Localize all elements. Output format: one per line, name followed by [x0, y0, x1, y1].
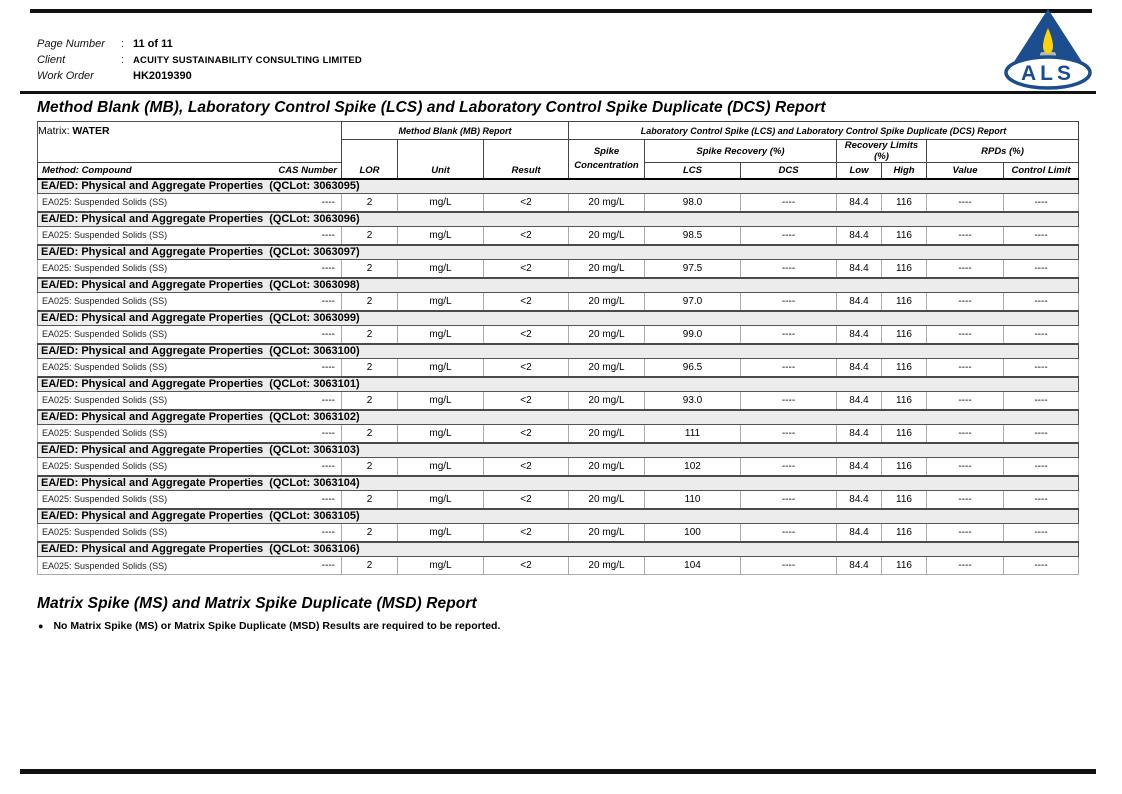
- lcs-value: 99.0: [645, 326, 741, 344]
- compound-cell: [38, 359, 342, 377]
- lor-value: 2: [342, 557, 398, 575]
- group-header-label: EA/ED: Physical and Aggregate Properties (QCLot: 3063100): [38, 344, 1079, 359]
- lor-value: 2: [342, 491, 398, 509]
- compound-name: EA025: Suspended Solids (SS): [42, 494, 168, 505]
- compound-name: EA025: Suspended Solids (SS): [42, 329, 168, 340]
- meta-page-number: [37, 38, 637, 50]
- cas-value: ----: [321, 526, 335, 538]
- unit-value: mg/L: [398, 524, 484, 542]
- mb-report-group-header: Method Blank (MB) Report: [342, 122, 569, 140]
- lcs-value: 97.0: [645, 293, 741, 311]
- top-rule: [30, 9, 1092, 13]
- col-header-low: Low: [837, 163, 882, 179]
- control-limit-value: ----: [1004, 557, 1079, 575]
- table-body: [38, 179, 1079, 575]
- low-value: 84.4: [837, 425, 882, 443]
- als-logo: [1000, 8, 1096, 90]
- qc-table: [37, 121, 1079, 575]
- msd-note-text: No Matrix Spike (MS) or Matrix Spike Duplicate (MSD) Results are required to be reported.: [53, 620, 501, 632]
- meta-label: Work Order: [37, 70, 94, 82]
- unit-value: mg/L: [398, 392, 484, 410]
- result-value: <2: [484, 227, 569, 245]
- matrix-value: WATER: [72, 125, 110, 137]
- result-value: <2: [484, 359, 569, 377]
- high-value: 116: [882, 524, 927, 542]
- lor-value: 2: [342, 260, 398, 278]
- group-header-label: EA/ED: Physical and Aggregate Properties (QCLot: 3063102): [38, 410, 1079, 425]
- compound-cell: [38, 425, 342, 443]
- high-value: 116: [882, 425, 927, 443]
- qc-group-header-row: [38, 179, 1079, 194]
- rpd-value: ----: [927, 293, 1004, 311]
- spike-concentration-value: 20 mg/L: [569, 557, 645, 575]
- rpd-value: ----: [927, 557, 1004, 575]
- control-limit-value: ----: [1004, 326, 1079, 344]
- rpd-value: ----: [927, 194, 1004, 212]
- dcs-value: ----: [741, 194, 837, 212]
- compound-name: EA025: Suspended Solids (SS): [42, 461, 168, 472]
- spike-line1: Spike: [593, 145, 620, 157]
- rpd-value: ----: [927, 326, 1004, 344]
- unit-value: mg/L: [398, 557, 484, 575]
- low-value: 84.4: [837, 293, 882, 311]
- lor-value: 2: [342, 392, 398, 410]
- lcs-value: 93.0: [645, 392, 741, 410]
- cas-value: ----: [321, 361, 335, 373]
- cas-value: ----: [321, 295, 335, 307]
- high-value: 116: [882, 359, 927, 377]
- rpd-value: ----: [927, 425, 1004, 443]
- lor-value: 2: [342, 293, 398, 311]
- bottom-rule: [20, 769, 1096, 774]
- unit-value: mg/L: [398, 260, 484, 278]
- table-row: [38, 293, 1079, 311]
- lcs-value: 98.5: [645, 227, 741, 245]
- dcs-value: ----: [741, 293, 837, 311]
- lor-value: 2: [342, 359, 398, 377]
- control-limit-value: ----: [1004, 359, 1079, 377]
- col-header-dcs: DCS: [741, 163, 837, 179]
- control-limit-value: ----: [1004, 524, 1079, 542]
- dcs-value: ----: [741, 458, 837, 476]
- dcs-value: ----: [741, 557, 837, 575]
- low-value: 84.4: [837, 458, 882, 476]
- lor-value: 2: [342, 194, 398, 212]
- control-limit-value: ----: [1004, 194, 1079, 212]
- group-header-label: EA/ED: Physical and Aggregate Properties (QCLot: 3063099): [38, 311, 1079, 326]
- qc-group-header-row: [38, 476, 1079, 491]
- meta-value: 11 of 11: [133, 38, 173, 50]
- col-header-unit: Unit: [398, 140, 484, 179]
- compound-cell: [38, 194, 342, 212]
- qc-table-wrap: [37, 121, 1078, 575]
- high-value: 116: [882, 392, 927, 410]
- control-limit-value: ----: [1004, 227, 1079, 245]
- table-row: [38, 227, 1079, 245]
- group-header-label: EA/ED: Physical and Aggregate Properties (QCLot: 3063106): [38, 542, 1079, 557]
- result-value: <2: [484, 194, 569, 212]
- compound-cell: [38, 557, 342, 575]
- result-value: <2: [484, 392, 569, 410]
- table-row: [38, 260, 1079, 278]
- cas-value: ----: [321, 560, 335, 571]
- result-value: <2: [484, 260, 569, 278]
- cas-value: ----: [321, 427, 335, 439]
- spike-concentration-value: 20 mg/L: [569, 392, 645, 410]
- qc-group-header-row: [38, 542, 1079, 557]
- cas-value: ----: [321, 262, 335, 274]
- unit-value: mg/L: [398, 227, 484, 245]
- meta-value: HK2019390: [133, 70, 192, 82]
- rpd-value: ----: [927, 260, 1004, 278]
- lcs-value: 104: [645, 557, 741, 575]
- section1-title: Method Blank (MB), Laboratory Control Spike (LCS) and Laboratory Control Spike Duplicate (DCS) Report: [37, 99, 826, 116]
- group-header-spike-recovery: Spike Recovery (%): [645, 140, 837, 163]
- group-header-recovery-limits: Recovery Limits (%): [837, 140, 927, 163]
- qc-group-header-row: [38, 311, 1079, 326]
- group-header-label: EA/ED: Physical and Aggregate Properties (QCLot: 3063095): [38, 179, 1079, 194]
- table-row: [38, 458, 1079, 476]
- matrix-label: Matrix:: [38, 125, 70, 137]
- qc-group-header-row: [38, 377, 1079, 392]
- bullet-icon: ●: [38, 620, 44, 631]
- high-value: 116: [882, 326, 927, 344]
- cas-value: ----: [321, 229, 335, 241]
- control-limit-value: ----: [1004, 260, 1079, 278]
- result-value: <2: [484, 458, 569, 476]
- cas-number-label: CAS Number: [278, 164, 337, 176]
- control-limit-value: ----: [1004, 392, 1079, 410]
- result-value: <2: [484, 491, 569, 509]
- group-header-label: EA/ED: Physical and Aggregate Properties (QCLot: 3063105): [38, 509, 1079, 524]
- result-value: <2: [484, 326, 569, 344]
- page-meta: [37, 38, 637, 86]
- col-header-value: Value: [927, 163, 1004, 179]
- meta-client: [37, 54, 637, 66]
- group-header-label: EA/ED: Physical and Aggregate Properties (QCLot: 3063104): [38, 476, 1079, 491]
- high-value: 116: [882, 491, 927, 509]
- cas-value: ----: [321, 493, 335, 505]
- header-divider: [20, 91, 1096, 94]
- compound-name: EA025: Suspended Solids (SS): [42, 527, 168, 538]
- cas-value: ----: [321, 196, 335, 208]
- als-logo-graphic: [1000, 8, 1096, 90]
- table-header: [38, 122, 1079, 179]
- lcs-value: 97.5: [645, 260, 741, 278]
- cas-value: ----: [321, 394, 335, 406]
- spike-concentration-value: 20 mg/L: [569, 194, 645, 212]
- msd-note: [38, 620, 500, 632]
- control-limit-value: ----: [1004, 458, 1079, 476]
- unit-value: mg/L: [398, 293, 484, 311]
- spacer-cell: [38, 140, 342, 163]
- group-header-label: EA/ED: Physical and Aggregate Properties (QCLot: 3063096): [38, 212, 1079, 227]
- rpd-value: ----: [927, 458, 1004, 476]
- table-row: [38, 392, 1079, 410]
- unit-value: mg/L: [398, 425, 484, 443]
- compound-name: EA025: Suspended Solids (SS): [42, 395, 168, 406]
- group-header-label: EA/ED: Physical and Aggregate Properties (QCLot: 3063097): [38, 245, 1079, 260]
- lor-value: 2: [342, 227, 398, 245]
- rpd-value: ----: [927, 491, 1004, 509]
- high-value: 116: [882, 557, 927, 575]
- low-value: 84.4: [837, 359, 882, 377]
- high-value: 116: [882, 227, 927, 245]
- control-limit-value: ----: [1004, 293, 1079, 311]
- qc-group-header-row: [38, 509, 1079, 524]
- unit-value: mg/L: [398, 359, 484, 377]
- compound-cell: [38, 392, 342, 410]
- compound-name: EA025: Suspended Solids (SS): [42, 197, 168, 208]
- table-row: [38, 425, 1079, 443]
- low-value: 84.4: [837, 491, 882, 509]
- lor-value: 2: [342, 425, 398, 443]
- col-header-result: Result: [484, 140, 569, 179]
- result-value: <2: [484, 557, 569, 575]
- compound-cell: [38, 524, 342, 542]
- dcs-value: ----: [741, 227, 837, 245]
- compound-name: EA025: Suspended Solids (SS): [42, 230, 168, 241]
- table-row: [38, 524, 1079, 542]
- unit-value: mg/L: [398, 491, 484, 509]
- col-header-compound: [38, 163, 342, 179]
- col-header-lor: LOR: [342, 140, 398, 179]
- spike-concentration-value: 20 mg/L: [569, 425, 645, 443]
- dcs-value: ----: [741, 524, 837, 542]
- group-header-label: EA/ED: Physical and Aggregate Properties (QCLot: 3063098): [38, 278, 1079, 293]
- col-header-high: High: [882, 163, 927, 179]
- matrix-cell: [38, 122, 342, 140]
- meta-label: Page Number: [37, 38, 105, 50]
- qc-group-header-row: [38, 344, 1079, 359]
- lcs-value: 100: [645, 524, 741, 542]
- result-value: <2: [484, 425, 569, 443]
- rpd-value: ----: [927, 227, 1004, 245]
- result-value: <2: [484, 293, 569, 311]
- group-header-label: EA/ED: Physical and Aggregate Properties (QCLot: 3063103): [38, 443, 1079, 458]
- compound-cell: [38, 293, 342, 311]
- high-value: 116: [882, 458, 927, 476]
- spike-concentration-value: 20 mg/L: [569, 227, 645, 245]
- unit-value: mg/L: [398, 194, 484, 212]
- low-value: 84.4: [837, 260, 882, 278]
- rpd-value: ----: [927, 524, 1004, 542]
- result-value: <2: [484, 524, 569, 542]
- qc-group-header-row: [38, 245, 1079, 260]
- control-limit-value: ----: [1004, 425, 1079, 443]
- unit-value: mg/L: [398, 458, 484, 476]
- dcs-value: ----: [741, 392, 837, 410]
- spike-concentration-value: 20 mg/L: [569, 491, 645, 509]
- meta-colon: :: [121, 54, 125, 66]
- compound-cell: [38, 326, 342, 344]
- compound-name: EA025: Suspended Solids (SS): [42, 263, 168, 274]
- spike-concentration-value: 20 mg/L: [569, 326, 645, 344]
- meta-label: Client: [37, 54, 66, 66]
- dcs-value: ----: [741, 260, 837, 278]
- qc-group-header-row: [38, 212, 1079, 227]
- low-value: 84.4: [837, 326, 882, 344]
- lcs-value: 111: [645, 425, 741, 443]
- col-header-control-limit: Control Limit: [1004, 163, 1079, 179]
- spike-concentration-value: 20 mg/L: [569, 458, 645, 476]
- compound-name: EA025: Suspended Solids (SS): [42, 296, 168, 307]
- lor-value: 2: [342, 524, 398, 542]
- compound-cell: [38, 491, 342, 509]
- spike-concentration-value: 20 mg/L: [569, 359, 645, 377]
- qc-group-header-row: [38, 278, 1079, 293]
- method-compound-label: Method: Compound: [42, 164, 132, 176]
- group-header-label: EA/ED: Physical and Aggregate Properties (QCLot: 3063101): [38, 377, 1079, 392]
- low-value: 84.4: [837, 194, 882, 212]
- spike-concentration-value: 20 mg/L: [569, 260, 645, 278]
- meta-colon: :: [121, 38, 125, 50]
- group-header-rpds: RPDs (%): [927, 140, 1079, 163]
- high-value: 116: [882, 260, 927, 278]
- table-row: [38, 557, 1079, 575]
- qc-group-header-row: [38, 410, 1079, 425]
- logo-text: ALS: [1021, 62, 1075, 85]
- dcs-value: ----: [741, 425, 837, 443]
- compound-name: EA025: Suspended Solids (SS): [42, 362, 168, 373]
- table-row: [38, 326, 1079, 344]
- compound-cell: [38, 260, 342, 278]
- lcs-dcs-group-header: Laboratory Control Spike (LCS) and Laboratory Control Spike Duplicate (DCS) Report: [569, 122, 1079, 140]
- qc-group-header-row: [38, 443, 1079, 458]
- compound-cell: [38, 227, 342, 245]
- low-value: 84.4: [837, 524, 882, 542]
- cas-value: ----: [321, 460, 335, 472]
- col-header-spike-concentration: [569, 140, 645, 179]
- high-value: 116: [882, 293, 927, 311]
- lcs-value: 102: [645, 458, 741, 476]
- low-value: 84.4: [837, 392, 882, 410]
- compound-name: EA025: Suspended Solids (SS): [42, 560, 168, 571]
- high-value: 116: [882, 194, 927, 212]
- lcs-value: 110: [645, 491, 741, 509]
- lcs-value: 96.5: [645, 359, 741, 377]
- rpd-value: ----: [927, 392, 1004, 410]
- meta-value: ACUITY SUSTAINABILITY CONSULTING LIMITED: [133, 55, 362, 66]
- compound-cell: [38, 458, 342, 476]
- unit-value: mg/L: [398, 326, 484, 344]
- table-row: [38, 359, 1079, 377]
- cas-value: ----: [321, 328, 335, 340]
- section2-title: Matrix Spike (MS) and Matrix Spike Duplicate (MSD) Report: [37, 595, 477, 612]
- dcs-value: ----: [741, 326, 837, 344]
- control-limit-value: ----: [1004, 491, 1079, 509]
- compound-name: EA025: Suspended Solids (SS): [42, 428, 168, 439]
- lcs-value: 98.0: [645, 194, 741, 212]
- table-row: [38, 491, 1079, 509]
- spike-concentration-value: 20 mg/L: [569, 524, 645, 542]
- low-value: 84.4: [837, 227, 882, 245]
- lor-value: 2: [342, 458, 398, 476]
- dcs-value: ----: [741, 491, 837, 509]
- rpd-value: ----: [927, 359, 1004, 377]
- meta-work-order: [37, 70, 637, 82]
- spike-line2: Concentration: [574, 159, 639, 171]
- spike-concentration-value: 20 mg/L: [569, 293, 645, 311]
- col-header-lcs: LCS: [645, 163, 741, 179]
- low-value: 84.4: [837, 557, 882, 575]
- lor-value: 2: [342, 326, 398, 344]
- dcs-value: ----: [741, 359, 837, 377]
- table-row: [38, 194, 1079, 212]
